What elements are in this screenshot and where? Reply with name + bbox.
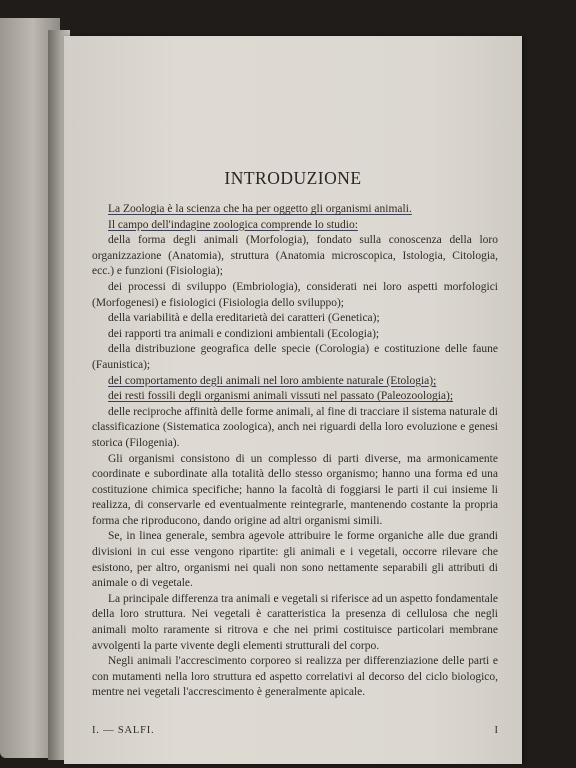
paragraph-2: Il campo dell'indagine zoologica comprende lo studio:	[108, 218, 358, 231]
footer-signature: I. — SALFI.	[92, 725, 155, 736]
paragraph-4: dei processi di sviluppo (Embriologia), considerati nei loro aspetti morfologici (Morfogenesi) e fisiologici (Fisiologia dello sviluppo);	[92, 280, 498, 309]
page-body	[92, 202, 498, 701]
paragraph-14: Negli animali l'accrescimento corporeo si realizza per differenziazione delle parti e con mutamenti nella loro struttura ed aspetto correlativi al decorso del ciclo biologico, mentre nei vegetali l'accrescimento è generalmente apicale.	[92, 655, 498, 699]
paragraph-8: del comportamento degli animali nel loro ambiente naturale (Etologia);	[108, 374, 437, 387]
paragraph-5: della variabilità e della ereditarietà dei caratteri (Genetica);	[108, 312, 380, 325]
page-number: I	[494, 725, 498, 736]
paragraph-10: delle reciproche affinità delle forme animali, al fine di tracciare il sistema naturale di classificazione (Sistematica zoologica), anch nei riguardi della loro evoluzione e genesi storica (Filogenia).	[92, 405, 498, 449]
paragraph-1: La Zoologia è la scienza che ha per oggetto gli organismi animali.	[108, 203, 412, 215]
paragraph-11: Gli organismi consistono di un complesso di parti diverse, ma armonicamente coordinate e subordinate alla totalità dello stesso organismo; hanno una forma ed una costituzione chimica specifiche; hanno la facoltà di foggiarsi le parti il cui insieme li realizza, di conservarle ed eventualmente reintegrarle, mantenendo costante la propria forma che riproducono, dando origine ad altri organismi simili.	[92, 452, 498, 527]
paragraph-6: dei rapporti tra animali e condizioni ambientali (Ecologia);	[108, 327, 380, 340]
paragraph-7: della distribuzione geografica delle specie (Corologia) e costituzione delle faune (Faunistica);	[92, 343, 498, 371]
page-title: INTRODUZIONE	[224, 168, 362, 188]
paragraph-9: dei resti fossili degli organismi animali vissuti nel passato (Paleozoologia);	[108, 390, 454, 403]
book-page	[64, 36, 522, 764]
page-footer	[92, 725, 498, 736]
paragraph-13: La principale differenza tra animali e vegetali si riferisce ad un aspetto fondamentale della loro struttura. Nei vegetali è caratteristica la presenza di cellulosa che negli animali molto raramente si ritrova e che nei primi costituisce particolari membrane avvolgenti la parte vivente degli elementi strutturali del corpo.	[92, 592, 498, 652]
paragraph-3: della forma degli animali (Morfologia), fondato sulla conoscenza della loro organizzazione (Anatomia), struttura (Anatomia microscopica, Istologia, Citologia, ecc.) e funzioni (Fisiologia);	[92, 234, 498, 278]
paragraph-12: Se, in linea generale, sembra agevole attribuire le forme organiche alle due grandi divisioni in cui esse vengono ripartite: gli animali e i vegetali, occorre rilevare che esistono, per altro, organismi nei quali non sono nettamente separabili gli attributi di animale o di vegetale.	[92, 530, 498, 590]
